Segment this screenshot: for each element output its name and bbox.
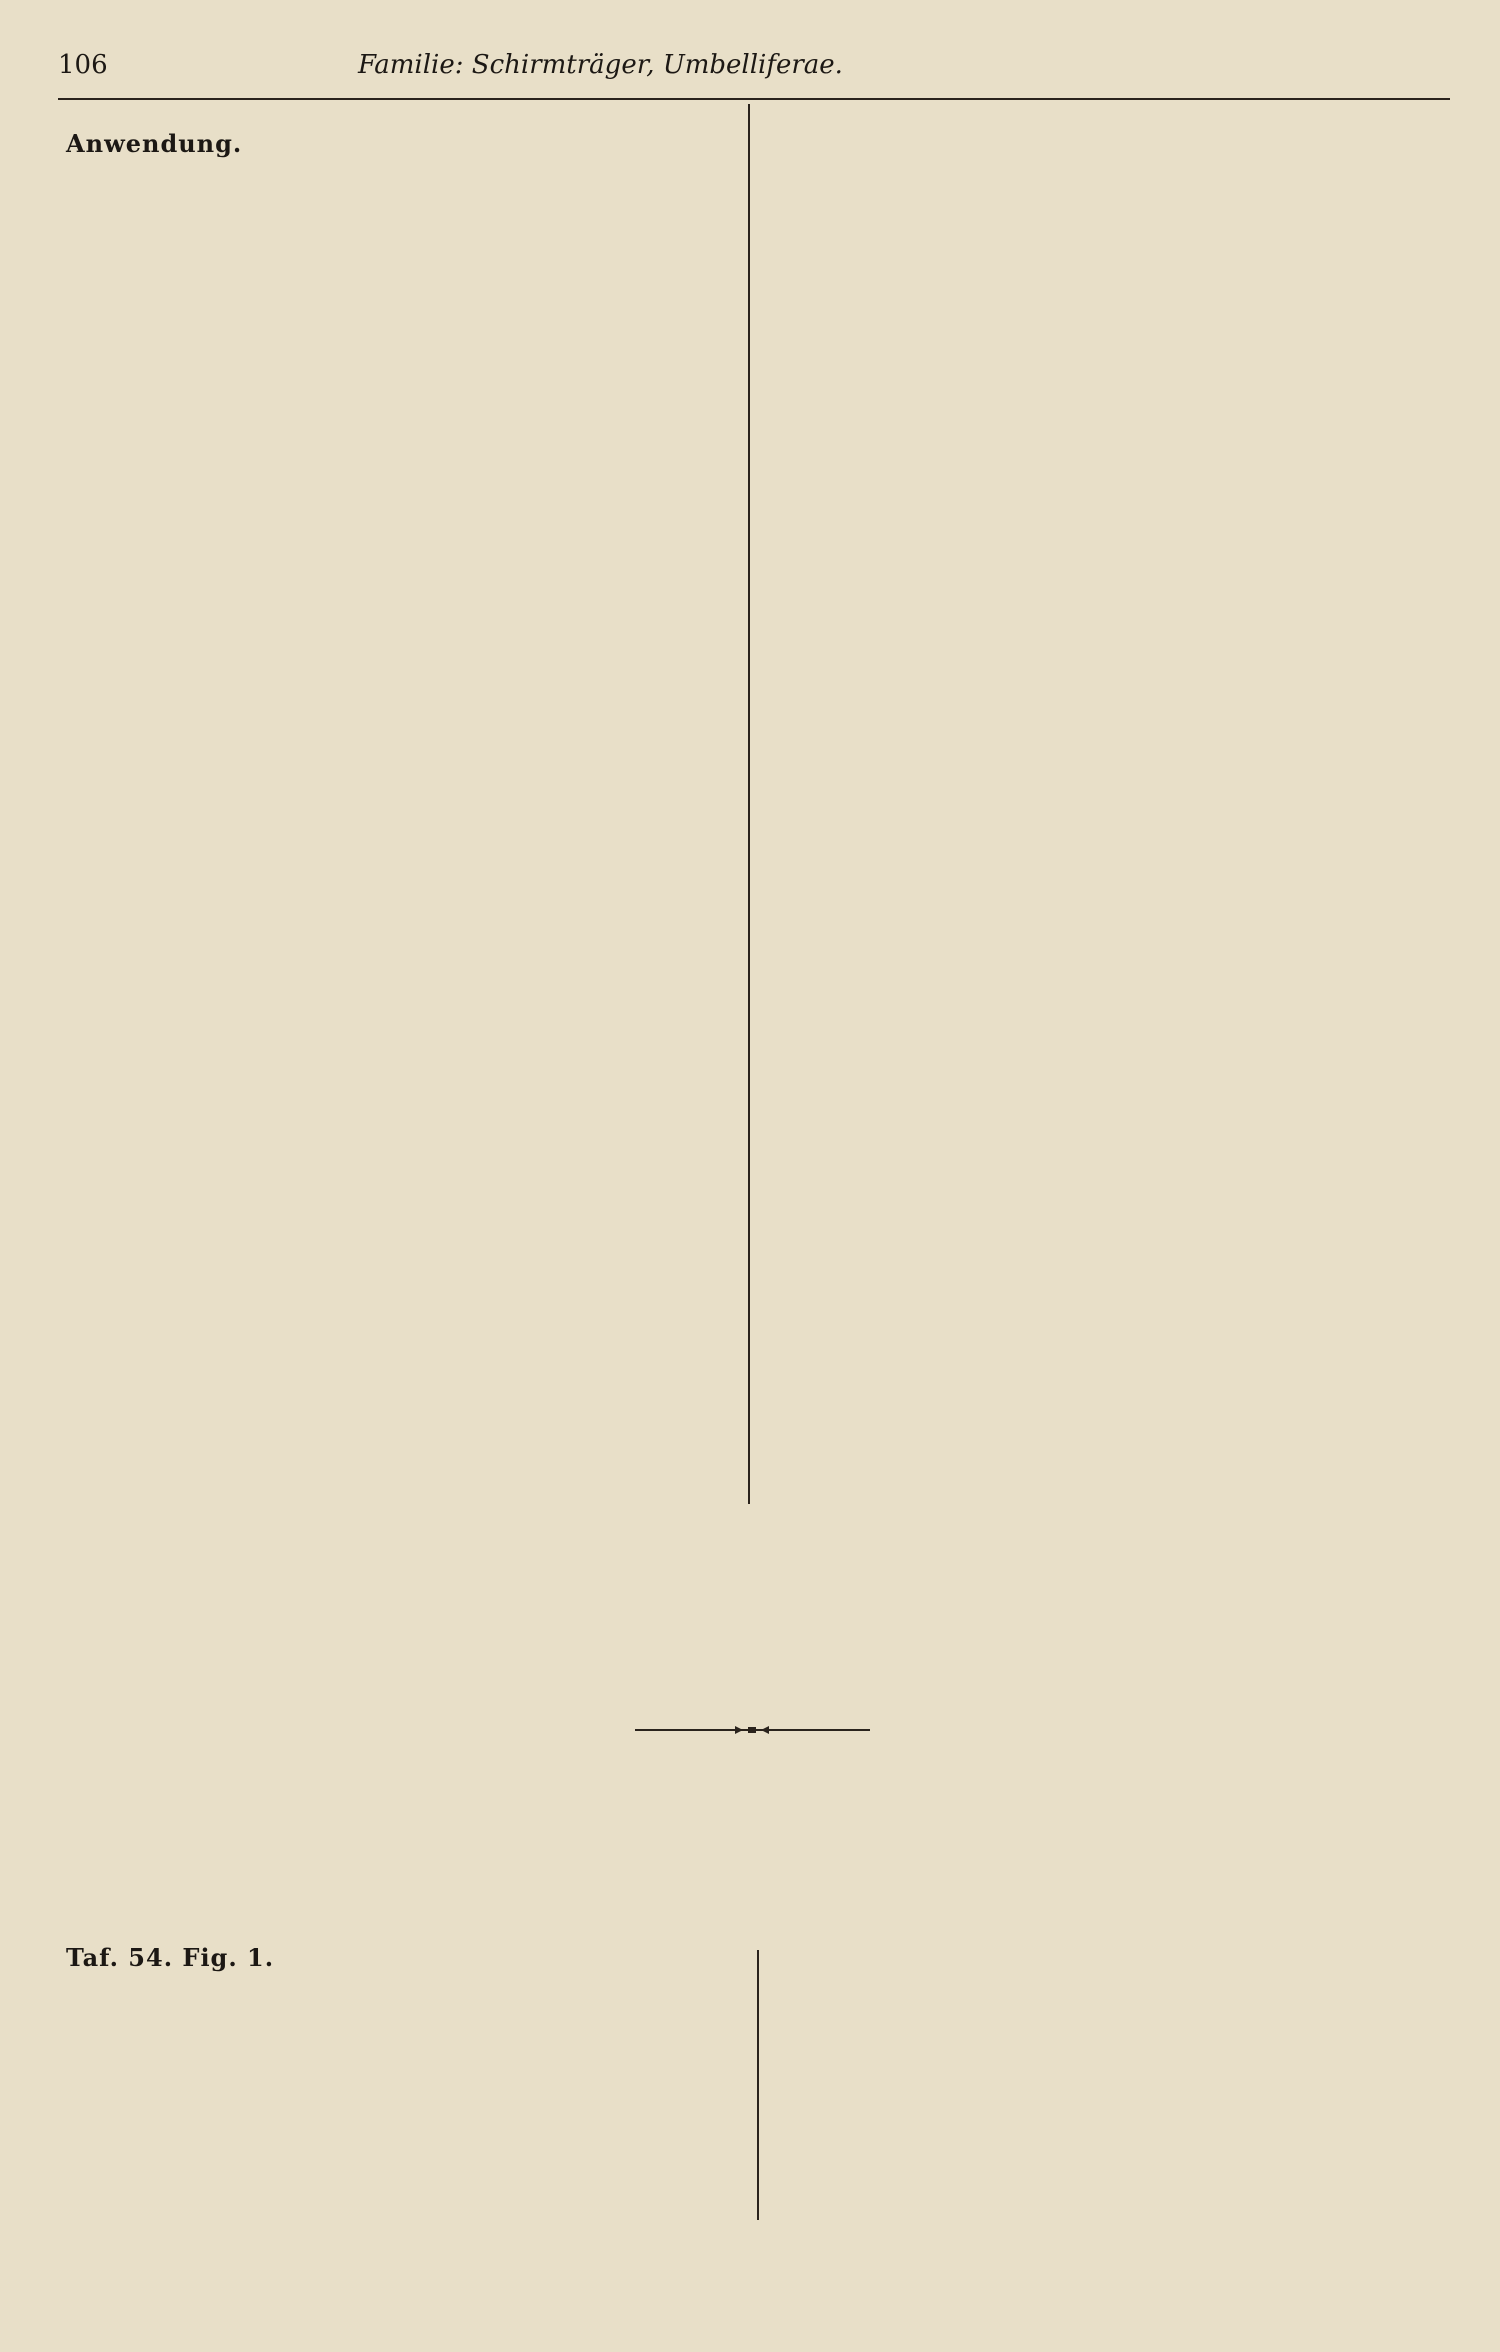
column-divider <box>748 104 750 1504</box>
left-column <box>66 114 726 1494</box>
running-head-title: Familie: Schirmträger, Umbelliferae. <box>358 50 843 80</box>
entry-paragraph <box>66 1940 726 1976</box>
running-head <box>58 50 1018 80</box>
column-divider <box>757 1950 759 2220</box>
right-column <box>770 114 1440 1494</box>
usage-heading: Anwendung. <box>66 129 243 158</box>
header-rule <box>58 98 1450 100</box>
second-entry-right <box>778 1940 1440 2240</box>
page-number: 106 <box>58 50 108 80</box>
entry-heading: Taf. 54. Fig. 1. <box>66 1943 275 1972</box>
second-entry-left <box>66 1940 726 2240</box>
ornament-divider <box>635 1720 870 1740</box>
usage-paragraph <box>66 126 726 162</box>
